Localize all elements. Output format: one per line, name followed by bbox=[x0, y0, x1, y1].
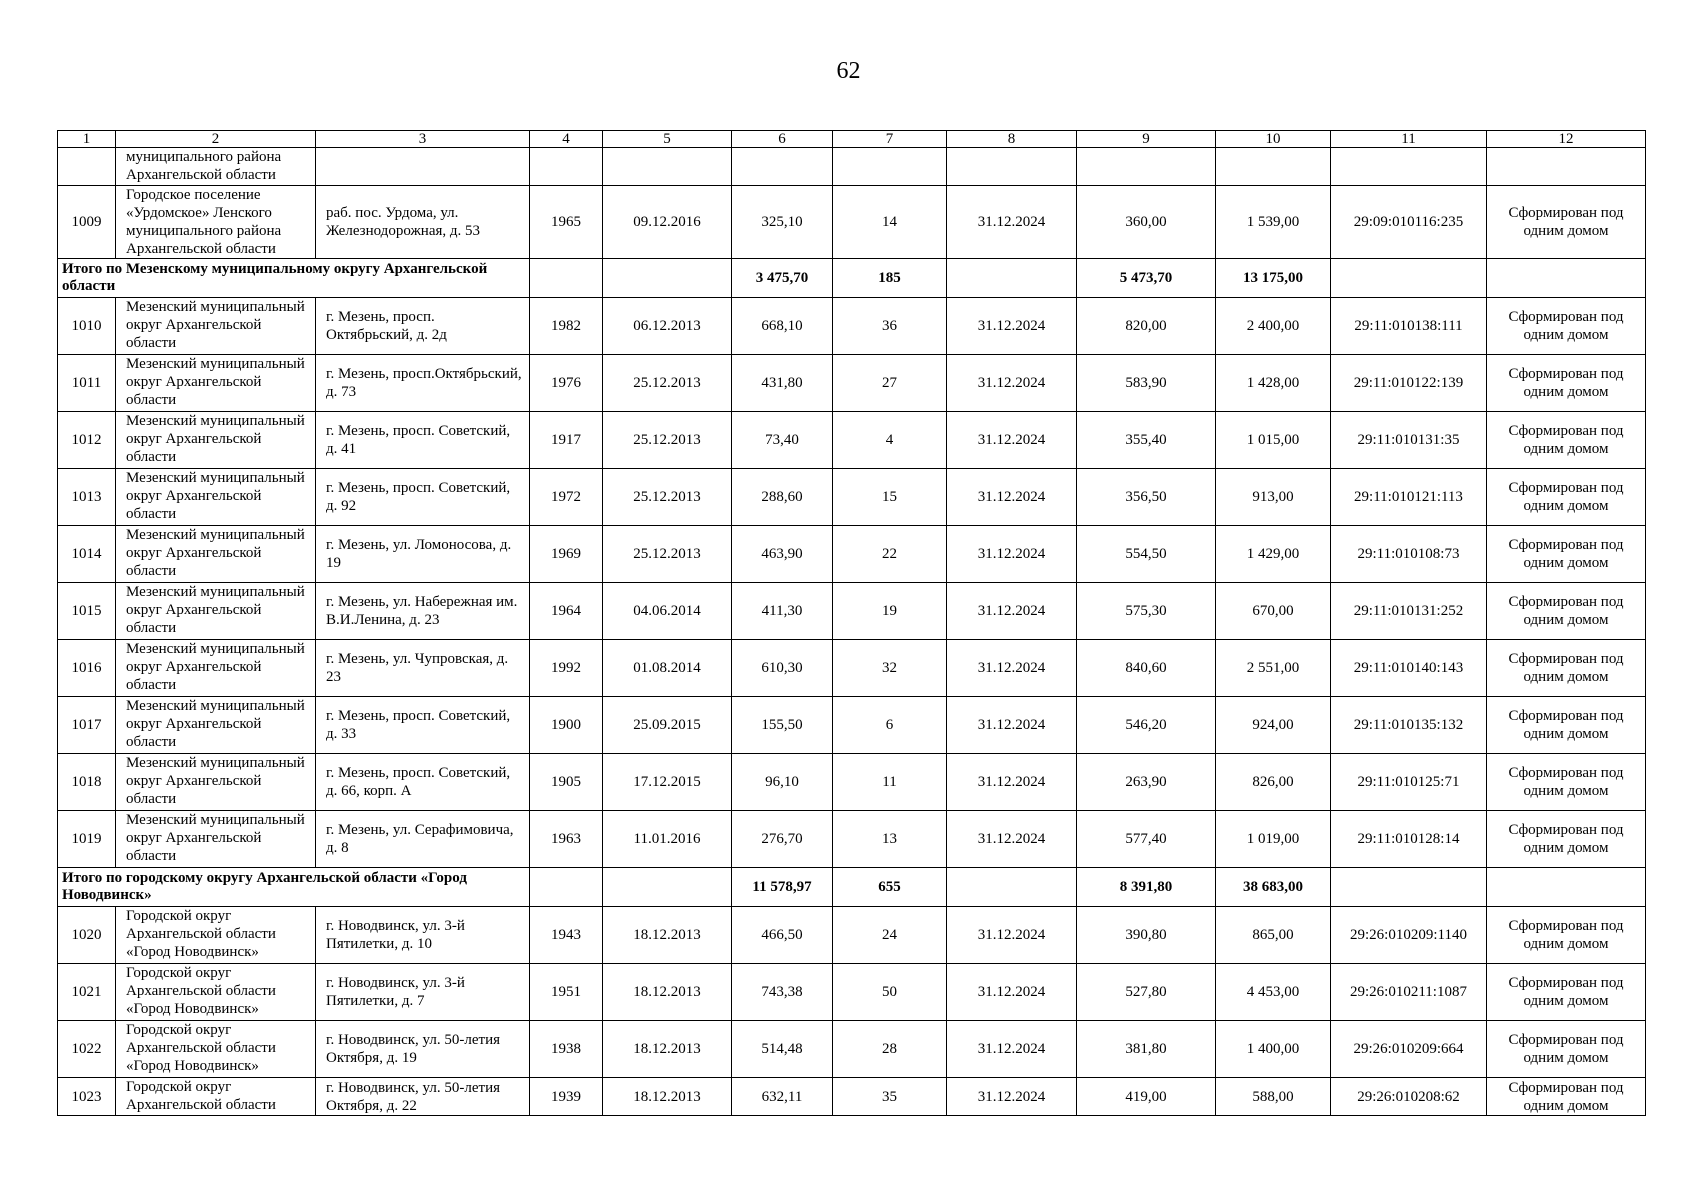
address-cell: г. Мезень, просп.Октябрьский, д. 73 bbox=[316, 355, 530, 412]
deadline-cell: 31.12.2024 bbox=[947, 469, 1077, 526]
header-cell: 4 bbox=[530, 131, 603, 148]
table-cell bbox=[947, 259, 1077, 298]
note-cell: Сформирован под одним домом bbox=[1487, 964, 1646, 1021]
subtotal-label: Итого по Мезенскому муниципальному округу Архангельской области bbox=[58, 259, 530, 298]
deadline-cell: 31.12.2024 bbox=[947, 355, 1077, 412]
date-cell: 17.12.2015 bbox=[603, 754, 732, 811]
owner-cell: Мезенский муниципальный округ Архангельской области bbox=[116, 754, 316, 811]
table-row bbox=[58, 640, 1646, 697]
deadline-cell: 31.12.2024 bbox=[947, 811, 1077, 868]
date-cell: 04.06.2014 bbox=[603, 583, 732, 640]
table-cell bbox=[833, 148, 947, 186]
cost-cell: 588,00 bbox=[1216, 1078, 1331, 1116]
subtotal-cost: 38 683,00 bbox=[1216, 868, 1331, 907]
row-number: 1022 bbox=[58, 1021, 116, 1078]
people-cell: 22 bbox=[833, 526, 947, 583]
table-cell bbox=[58, 148, 116, 186]
table-row bbox=[58, 754, 1646, 811]
owner-cell: Мезенский муниципальный округ Архангельской области bbox=[116, 640, 316, 697]
cost-cell: 1 428,00 bbox=[1216, 355, 1331, 412]
owner-cell: Городской округ Архангельской области bbox=[116, 1078, 316, 1116]
deadline-cell: 31.12.2024 bbox=[947, 583, 1077, 640]
subtotal-land: 5 473,70 bbox=[1077, 259, 1216, 298]
land-cell: 390,80 bbox=[1077, 907, 1216, 964]
row-number: 1023 bbox=[58, 1078, 116, 1116]
table-cell bbox=[1487, 148, 1646, 186]
table-cell bbox=[603, 868, 732, 907]
year-cell: 1972 bbox=[530, 469, 603, 526]
cost-cell: 4 453,00 bbox=[1216, 964, 1331, 1021]
date-cell: 18.12.2013 bbox=[603, 1078, 732, 1116]
people-cell: 19 bbox=[833, 583, 947, 640]
people-cell: 35 bbox=[833, 1078, 947, 1116]
year-cell: 1965 bbox=[530, 186, 603, 259]
date-cell: 11.01.2016 bbox=[603, 811, 732, 868]
cost-cell: 1 429,00 bbox=[1216, 526, 1331, 583]
land-cell: 577,40 bbox=[1077, 811, 1216, 868]
header-cell: 5 bbox=[603, 131, 732, 148]
land-cell: 263,90 bbox=[1077, 754, 1216, 811]
cadastre-cell: 29:11:010131:252 bbox=[1331, 583, 1487, 640]
owner-cell: Мезенский муниципальный округ Архангельской области bbox=[116, 697, 316, 754]
address-cell: г. Новодвинск, ул. 3-й Пятилетки, д. 10 bbox=[316, 907, 530, 964]
deadline-cell: 31.12.2024 bbox=[947, 298, 1077, 355]
row-number: 1009 bbox=[58, 186, 116, 259]
row-number: 1012 bbox=[58, 412, 116, 469]
row-number: 1015 bbox=[58, 583, 116, 640]
land-cell: 554,50 bbox=[1077, 526, 1216, 583]
row-number: 1018 bbox=[58, 754, 116, 811]
year-cell: 1943 bbox=[530, 907, 603, 964]
people-cell: 24 bbox=[833, 907, 947, 964]
table-cell bbox=[316, 148, 530, 186]
deadline-cell: 31.12.2024 bbox=[947, 186, 1077, 259]
note-cell: Сформирован под одним домом bbox=[1487, 412, 1646, 469]
header-cell: 12 bbox=[1487, 131, 1646, 148]
address-cell: г. Мезень, ул. Серафимовича, д. 8 bbox=[316, 811, 530, 868]
year-cell: 1900 bbox=[530, 697, 603, 754]
row-number: 1011 bbox=[58, 355, 116, 412]
table-cell bbox=[1487, 868, 1646, 907]
table-row bbox=[58, 697, 1646, 754]
date-cell: 01.08.2014 bbox=[603, 640, 732, 697]
deadline-cell: 31.12.2024 bbox=[947, 697, 1077, 754]
subtotal-row bbox=[58, 868, 1646, 907]
date-cell: 25.12.2013 bbox=[603, 355, 732, 412]
column-number-header bbox=[58, 131, 1646, 148]
cadastre-cell: 29:11:010135:132 bbox=[1331, 697, 1487, 754]
people-cell: 28 bbox=[833, 1021, 947, 1078]
area-cell: 288,60 bbox=[732, 469, 833, 526]
table-cell bbox=[732, 148, 833, 186]
year-cell: 1976 bbox=[530, 355, 603, 412]
table-row bbox=[58, 1021, 1646, 1078]
owner-cell: Городской округ Архангельской области «Город Новодвинск» bbox=[116, 907, 316, 964]
note-cell: Сформирован под одним домом bbox=[1487, 583, 1646, 640]
land-cell: 840,60 bbox=[1077, 640, 1216, 697]
table-cell bbox=[947, 148, 1077, 186]
cadastre-cell: 29:11:010138:111 bbox=[1331, 298, 1487, 355]
year-cell: 1969 bbox=[530, 526, 603, 583]
address-cell: г. Мезень, просп. Октябрьский, д. 2д bbox=[316, 298, 530, 355]
row-number: 1020 bbox=[58, 907, 116, 964]
table-row bbox=[58, 298, 1646, 355]
cost-cell: 2 400,00 bbox=[1216, 298, 1331, 355]
cost-cell: 1 015,00 bbox=[1216, 412, 1331, 469]
owner-cell: муниципального района Архангельской области bbox=[116, 148, 316, 186]
date-cell: 18.12.2013 bbox=[603, 907, 732, 964]
note-cell: Сформирован под одним домом bbox=[1487, 1078, 1646, 1116]
table-body bbox=[58, 131, 1646, 1116]
note-cell: Сформирован под одним домом bbox=[1487, 811, 1646, 868]
table-cell bbox=[603, 148, 732, 186]
year-cell: 1905 bbox=[530, 754, 603, 811]
date-cell: 25.09.2015 bbox=[603, 697, 732, 754]
area-cell: 463,90 bbox=[732, 526, 833, 583]
note-cell: Сформирован под одним домом bbox=[1487, 640, 1646, 697]
deadline-cell: 31.12.2024 bbox=[947, 412, 1077, 469]
header-cell: 6 bbox=[732, 131, 833, 148]
row-number: 1014 bbox=[58, 526, 116, 583]
address-cell: раб. пос. Урдома, ул. Железнодорожная, д. 53 bbox=[316, 186, 530, 259]
land-cell: 583,90 bbox=[1077, 355, 1216, 412]
deadline-cell: 31.12.2024 bbox=[947, 754, 1077, 811]
subtotal-cost: 13 175,00 bbox=[1216, 259, 1331, 298]
owner-cell: Мезенский муниципальный округ Архангельской области bbox=[116, 298, 316, 355]
row-number: 1017 bbox=[58, 697, 116, 754]
year-cell: 1992 bbox=[530, 640, 603, 697]
address-cell: г. Мезень, ул. Чупровская, д. 23 bbox=[316, 640, 530, 697]
land-cell: 527,80 bbox=[1077, 964, 1216, 1021]
note-cell: Сформирован под одним домом bbox=[1487, 355, 1646, 412]
subtotal-label: Итого по городскому округу Архангельской области «Город Новодвинск» bbox=[58, 868, 530, 907]
subtotal-land: 8 391,80 bbox=[1077, 868, 1216, 907]
area-cell: 276,70 bbox=[732, 811, 833, 868]
owner-cell: Мезенский муниципальный округ Архангельской области bbox=[116, 583, 316, 640]
cadastre-cell: 29:26:010208:62 bbox=[1331, 1078, 1487, 1116]
people-cell: 32 bbox=[833, 640, 947, 697]
table-cell bbox=[1487, 259, 1646, 298]
table-row bbox=[58, 355, 1646, 412]
cadastre-cell: 29:26:010211:1087 bbox=[1331, 964, 1487, 1021]
address-cell: г. Новодвинск, ул. 50-летия Октября, д. 19 bbox=[316, 1021, 530, 1078]
people-cell: 14 bbox=[833, 186, 947, 259]
date-cell: 09.12.2016 bbox=[603, 186, 732, 259]
cost-cell: 1 539,00 bbox=[1216, 186, 1331, 259]
date-cell: 25.12.2013 bbox=[603, 469, 732, 526]
address-cell: г. Мезень, просп. Советский, д. 33 bbox=[316, 697, 530, 754]
table-row bbox=[58, 412, 1646, 469]
note-cell: Сформирован под одним домом bbox=[1487, 1021, 1646, 1078]
land-cell: 546,20 bbox=[1077, 697, 1216, 754]
cost-cell: 1 400,00 bbox=[1216, 1021, 1331, 1078]
subtotal-row bbox=[58, 259, 1646, 298]
table-cell bbox=[947, 868, 1077, 907]
deadline-cell: 31.12.2024 bbox=[947, 526, 1077, 583]
row-number: 1016 bbox=[58, 640, 116, 697]
cadastre-cell: 29:11:010122:139 bbox=[1331, 355, 1487, 412]
deadline-cell: 31.12.2024 bbox=[947, 1078, 1077, 1116]
header-cell: 9 bbox=[1077, 131, 1216, 148]
continuation-row bbox=[58, 148, 1646, 186]
area-cell: 466,50 bbox=[732, 907, 833, 964]
area-cell: 73,40 bbox=[732, 412, 833, 469]
area-cell: 514,48 bbox=[732, 1021, 833, 1078]
owner-cell: Мезенский муниципальный округ Архангельской области bbox=[116, 355, 316, 412]
year-cell: 1963 bbox=[530, 811, 603, 868]
people-cell: 6 bbox=[833, 697, 947, 754]
date-cell: 18.12.2013 bbox=[603, 964, 732, 1021]
people-cell: 4 bbox=[833, 412, 947, 469]
owner-cell: Городское поселение «Урдомское» Ленского муниципального района Архангельской области bbox=[116, 186, 316, 259]
header-cell: 3 bbox=[316, 131, 530, 148]
owner-cell: Мезенский муниципальный округ Архангельской области bbox=[116, 412, 316, 469]
people-cell: 27 bbox=[833, 355, 947, 412]
year-cell: 1951 bbox=[530, 964, 603, 1021]
table-cell bbox=[1331, 868, 1487, 907]
table-row bbox=[58, 907, 1646, 964]
subtotal-people: 655 bbox=[833, 868, 947, 907]
land-cell: 356,50 bbox=[1077, 469, 1216, 526]
table-row bbox=[58, 964, 1646, 1021]
date-cell: 18.12.2013 bbox=[603, 1021, 732, 1078]
land-cell: 360,00 bbox=[1077, 186, 1216, 259]
address-cell: г. Новодвинск, ул. 3-й Пятилетки, д. 7 bbox=[316, 964, 530, 1021]
cost-cell: 924,00 bbox=[1216, 697, 1331, 754]
year-cell: 1964 bbox=[530, 583, 603, 640]
address-cell: г. Новодвинск, ул. 50-летия Октября, д. 22 bbox=[316, 1078, 530, 1116]
header-cell: 10 bbox=[1216, 131, 1331, 148]
note-cell: Сформирован под одним домом bbox=[1487, 754, 1646, 811]
table-row bbox=[58, 186, 1646, 259]
page-number: 62 bbox=[836, 58, 861, 84]
cadastre-cell: 29:26:010209:664 bbox=[1331, 1021, 1487, 1078]
address-cell: г. Мезень, просп. Советский, д. 41 bbox=[316, 412, 530, 469]
date-cell: 25.12.2013 bbox=[603, 526, 732, 583]
note-cell: Сформирован под одним домом bbox=[1487, 186, 1646, 259]
area-cell: 155,50 bbox=[732, 697, 833, 754]
cost-cell: 826,00 bbox=[1216, 754, 1331, 811]
subtotal-area: 11 578,97 bbox=[732, 868, 833, 907]
land-cell: 419,00 bbox=[1077, 1078, 1216, 1116]
date-cell: 25.12.2013 bbox=[603, 412, 732, 469]
year-cell: 1982 bbox=[530, 298, 603, 355]
note-cell: Сформирован под одним домом bbox=[1487, 526, 1646, 583]
note-cell: Сформирован под одним домом bbox=[1487, 907, 1646, 964]
people-cell: 11 bbox=[833, 754, 947, 811]
address-cell: г. Мезень, ул. Набережная им. В.И.Ленина, д. 23 bbox=[316, 583, 530, 640]
table-row bbox=[58, 811, 1646, 868]
owner-cell: Мезенский муниципальный округ Архангельской области bbox=[116, 469, 316, 526]
row-number: 1019 bbox=[58, 811, 116, 868]
cadastre-cell: 29:11:010108:73 bbox=[1331, 526, 1487, 583]
land-cell: 820,00 bbox=[1077, 298, 1216, 355]
area-cell: 610,30 bbox=[732, 640, 833, 697]
header-cell: 11 bbox=[1331, 131, 1487, 148]
table-cell bbox=[530, 148, 603, 186]
area-cell: 668,10 bbox=[732, 298, 833, 355]
deadline-cell: 31.12.2024 bbox=[947, 964, 1077, 1021]
table-cell bbox=[1331, 148, 1487, 186]
cost-cell: 670,00 bbox=[1216, 583, 1331, 640]
subtotal-area: 3 475,70 bbox=[732, 259, 833, 298]
table-cell bbox=[1216, 148, 1331, 186]
people-cell: 36 bbox=[833, 298, 947, 355]
row-number: 1013 bbox=[58, 469, 116, 526]
table-cell bbox=[1331, 259, 1487, 298]
year-cell: 1939 bbox=[530, 1078, 603, 1116]
people-cell: 15 bbox=[833, 469, 947, 526]
area-cell: 431,80 bbox=[732, 355, 833, 412]
owner-cell: Мезенский муниципальный округ Архангельской области bbox=[116, 526, 316, 583]
address-cell: г. Мезень, ул. Ломоносова, д. 19 bbox=[316, 526, 530, 583]
people-cell: 50 bbox=[833, 964, 947, 1021]
cadastre-cell: 29:09:010116:235 bbox=[1331, 186, 1487, 259]
table-row bbox=[58, 1078, 1646, 1116]
table-cell bbox=[1077, 148, 1216, 186]
area-cell: 632,11 bbox=[732, 1078, 833, 1116]
area-cell: 96,10 bbox=[732, 754, 833, 811]
deadline-cell: 31.12.2024 bbox=[947, 1021, 1077, 1078]
deadline-cell: 31.12.2024 bbox=[947, 640, 1077, 697]
table-row bbox=[58, 469, 1646, 526]
row-number: 1021 bbox=[58, 964, 116, 1021]
cadastre-cell: 29:11:010125:71 bbox=[1331, 754, 1487, 811]
date-cell: 06.12.2013 bbox=[603, 298, 732, 355]
table-cell bbox=[603, 259, 732, 298]
area-cell: 411,30 bbox=[732, 583, 833, 640]
header-cell: 2 bbox=[116, 131, 316, 148]
note-cell: Сформирован под одним домом bbox=[1487, 298, 1646, 355]
cost-cell: 2 551,00 bbox=[1216, 640, 1331, 697]
year-cell: 1938 bbox=[530, 1021, 603, 1078]
owner-cell: Городской округ Архангельской области «Город Новодвинск» bbox=[116, 964, 316, 1021]
people-cell: 13 bbox=[833, 811, 947, 868]
cadastre-cell: 29:11:010121:113 bbox=[1331, 469, 1487, 526]
area-cell: 325,10 bbox=[732, 186, 833, 259]
table-cell bbox=[530, 259, 603, 298]
cadastre-cell: 29:11:010128:14 bbox=[1331, 811, 1487, 868]
owner-cell: Городской округ Архангельской области «Город Новодвинск» bbox=[116, 1021, 316, 1078]
subtotal-people: 185 bbox=[833, 259, 947, 298]
row-number: 1010 bbox=[58, 298, 116, 355]
header-cell: 8 bbox=[947, 131, 1077, 148]
table-row bbox=[58, 583, 1646, 640]
cadastre-cell: 29:26:010209:1140 bbox=[1331, 907, 1487, 964]
note-cell: Сформирован под одним домом bbox=[1487, 697, 1646, 754]
owner-cell: Мезенский муниципальный округ Архангельской области bbox=[116, 811, 316, 868]
year-cell: 1917 bbox=[530, 412, 603, 469]
cost-cell: 1 019,00 bbox=[1216, 811, 1331, 868]
header-cell: 1 bbox=[58, 131, 116, 148]
address-cell: г. Мезень, просп. Советский, д. 66, корп. А bbox=[316, 754, 530, 811]
table-cell bbox=[530, 868, 603, 907]
cost-cell: 865,00 bbox=[1216, 907, 1331, 964]
note-cell: Сформирован под одним домом bbox=[1487, 469, 1646, 526]
registry-table bbox=[57, 130, 1646, 1116]
land-cell: 355,40 bbox=[1077, 412, 1216, 469]
cadastre-cell: 29:11:010140:143 bbox=[1331, 640, 1487, 697]
table-row bbox=[58, 526, 1646, 583]
area-cell: 743,38 bbox=[732, 964, 833, 1021]
cadastre-cell: 29:11:010131:35 bbox=[1331, 412, 1487, 469]
land-cell: 575,30 bbox=[1077, 583, 1216, 640]
deadline-cell: 31.12.2024 bbox=[947, 907, 1077, 964]
land-cell: 381,80 bbox=[1077, 1021, 1216, 1078]
header-cell: 7 bbox=[833, 131, 947, 148]
cost-cell: 913,00 bbox=[1216, 469, 1331, 526]
address-cell: г. Мезень, просп. Советский, д. 92 bbox=[316, 469, 530, 526]
